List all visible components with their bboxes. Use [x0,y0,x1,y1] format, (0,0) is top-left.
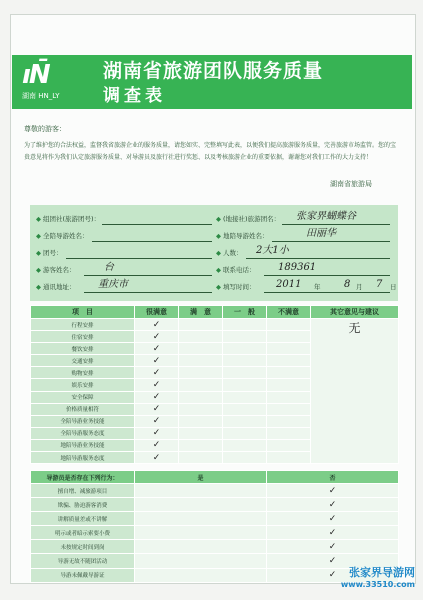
row-item: 娱乐安排 [31,379,135,391]
empty-cell[interactable] [267,343,311,355]
tourist-name-label: 游客姓名： [43,266,76,274]
phone-field[interactable]: ◆ 联系电话： 189361 [216,264,256,276]
row-item: 全陪导游服务态度 [31,427,135,439]
behavior-header-row [31,471,399,484]
guide-behavior-table [30,470,399,583]
checkmark[interactable]: ✓ [267,512,399,526]
empty-cell[interactable] [179,355,223,367]
row-item: 交通安排 [31,355,135,367]
row-item: 安全保障 [31,391,135,403]
empty-cell[interactable] [223,452,267,464]
col-behavior: 导游员是否存在下列行为： [31,471,135,484]
row-item: 导游未佩戴导游证 [31,568,135,582]
col-yes: 是 [135,471,267,484]
col-suggestions: 其它意见与建议 [311,306,399,319]
row-item: 地陪导游业务技能 [31,439,135,451]
empty-cell[interactable] [223,319,267,331]
year-value: 2011 [276,279,302,290]
fill-date-field[interactable]: ◆ 填写时间： 2011 年 8 月 7 日 [216,279,397,291]
checkmark[interactable]: ✓ [135,343,179,355]
col-item: 项 目 [31,306,135,319]
checkmark[interactable]: ✓ [267,526,399,540]
checkmark[interactable]: ✓ [135,439,179,451]
people-count-value: 2大1小 [256,245,289,256]
local-agency-label: (地接社)旅游团名： [223,215,281,223]
checkmark[interactable]: ✓ [135,427,179,439]
watermark-url: www.33510.com [340,580,415,589]
empty-cell[interactable] [135,554,267,568]
row-item: 购物安排 [31,367,135,379]
empty-cell[interactable] [179,319,223,331]
empty-cell[interactable] [267,427,311,439]
fill-date-label: 填写时间： [223,283,256,291]
row-item: 讲解质量差或不讲解 [31,512,135,526]
address-value: 重庆市 [98,279,128,290]
empty-cell[interactable] [135,498,267,512]
empty-cell[interactable] [179,439,223,451]
empty-cell[interactable] [267,415,311,427]
empty-cell[interactable] [179,331,223,343]
form-title: 湖南省旅游团队服务质量 [103,60,324,82]
row-item: 地陪导游服务态度 [31,452,135,464]
empty-cell[interactable] [267,391,311,403]
checkmark[interactable]: ✓ [135,355,179,367]
table-row [31,554,399,568]
month-value: 8 [344,279,351,290]
empty-cell[interactable] [223,391,267,403]
col-satisfied: 满 意 [179,306,223,319]
empty-cell[interactable] [223,343,267,355]
empty-cell[interactable] [135,484,267,498]
tourism-logo [22,62,94,106]
row-item: 餐饮安排 [31,343,135,355]
month-unit: 月 [356,283,363,291]
empty-cell[interactable] [267,439,311,451]
row-item: 明示或者暗示索要小费 [31,526,135,540]
empty-cell[interactable] [179,379,223,391]
checkmark[interactable]: ✓ [267,568,399,582]
local-guide-value: 田丽华 [306,228,336,239]
row-item: 全陪导游业务技能 [31,415,135,427]
phone-value: 189361 [278,262,317,273]
local-guide-label: 地陪导游姓名： [223,232,269,240]
people-count-field[interactable]: ◆ 人数： 2大1小 [216,247,243,259]
tourist-name-field[interactable]: ◆ 游客姓名： 台 [36,264,76,276]
empty-cell[interactable] [223,355,267,367]
empty-cell[interactable] [179,343,223,355]
phone-label: 联系电话： [223,266,256,274]
issuer: 湖南省旅游局 [330,180,372,188]
checkmark[interactable]: ✓ [135,379,179,391]
empty-cell[interactable] [223,439,267,451]
empty-cell[interactable] [179,367,223,379]
empty-cell[interactable] [267,379,311,391]
empty-cell[interactable] [135,540,267,554]
checkmark[interactable]: ✓ [135,319,179,331]
empty-cell[interactable] [179,391,223,403]
empty-cell[interactable] [223,403,267,415]
day-value: 7 [376,279,383,290]
empty-cell[interactable] [135,568,267,582]
info-section [30,205,398,301]
empty-cell[interactable] [179,427,223,439]
intro-paragraph: 为了维护您的合法权益，监督我省旅游企业的服务质量，请您如实、完整填写此表，以便我们提高旅游服务质量，完善旅游市场监管。您的宝贵意见将作为我们认定旅游服务质量、对导游员及旅行社进行奖惩、以及考核旅游企业的重要依据，谢谢您对我们工作的大力支持！ [24,142,397,161]
table-row [31,526,399,540]
local-agency-value: 张家界蝴蝶谷 [296,211,356,222]
logo-mark: ıN̄ [22,60,49,90]
empty-cell[interactable] [267,355,311,367]
group-agency-label: 组团社(旅游团号)： [43,215,101,223]
checkmark[interactable]: ✓ [135,391,179,403]
address-label: 通讯地址： [43,283,76,291]
national-guide-field[interactable]: ◆ 全陪导游姓名： [36,230,89,242]
empty-cell[interactable] [135,512,267,526]
row-item: 行程安排 [31,319,135,331]
col-very-satisfied: 很满意 [135,306,179,319]
table-row [31,319,399,331]
empty-cell[interactable] [267,367,311,379]
empty-cell[interactable] [223,367,267,379]
row-item: 擅自增、减旅游项目 [31,484,135,498]
row-item: 欺骗、胁迫游客消费 [31,498,135,512]
salutation: 尊敬的游客： [24,125,66,133]
empty-cell[interactable] [223,415,267,427]
people-count-label: 人数： [223,249,243,257]
empty-cell[interactable] [179,452,223,464]
empty-cell[interactable] [179,403,223,415]
checkmark[interactable]: ✓ [135,403,179,415]
empty-cell[interactable] [135,526,267,540]
table-row [31,498,399,512]
day-unit: 日 [390,283,397,291]
empty-cell[interactable] [267,319,311,331]
address-field[interactable]: ◆ 通讯地址： 重庆市 [36,281,76,293]
row-item: 住宿安排 [31,331,135,343]
checkmark[interactable]: ✓ [135,331,179,343]
empty-cell[interactable] [267,331,311,343]
table-row [31,512,399,526]
tourist-name-value: 台 [104,262,114,273]
group-number-field[interactable]: ◆ 团号： [36,247,63,259]
empty-cell[interactable] [223,331,267,343]
checkmark[interactable]: ✓ [267,484,399,498]
national-guide-label: 全陪导游姓名： [43,232,89,240]
empty-cell[interactable] [223,379,267,391]
form-subtitle: 调查表 [103,86,166,106]
checkmark[interactable]: ✓ [267,498,399,512]
local-agency-field[interactable]: ◆ (地接社)旅游团名： 张家界蝴蝶谷 [216,213,280,225]
suggestion-box[interactable]: 无 [311,319,399,464]
empty-cell[interactable] [223,427,267,439]
row-item: 价格质量相符 [31,403,135,415]
empty-cell[interactable] [267,403,311,415]
checkmark[interactable]: ✓ [135,367,179,379]
logo-text: 湖南 HN_LY [22,92,60,100]
table-row [31,540,399,554]
empty-cell[interactable] [267,452,311,464]
checkmark[interactable]: ✓ [267,540,399,554]
row-item: 导游无故不随团活动 [31,554,135,568]
local-guide-field[interactable]: ◆ 地陪导游姓名： 田丽华 [216,230,269,242]
empty-cell[interactable] [179,415,223,427]
satisfaction-header-row [31,306,399,319]
group-agency-field[interactable]: ◆ 组团社(旅游团号)： [36,213,100,225]
col-average: 一 般 [223,306,267,319]
col-unsatisfied: 不满意 [267,306,311,319]
checkmark[interactable]: ✓ [267,554,399,568]
row-item: 未按规定时间到岗 [31,540,135,554]
checkmark[interactable]: ✓ [135,452,179,464]
year-unit: 年 [314,283,321,291]
site-watermark [285,567,415,591]
satisfaction-table [30,305,399,464]
table-row [31,484,399,498]
watermark-text: 张家界导游网 [349,566,415,579]
col-no: 否 [267,471,399,484]
group-number-label: 团号： [43,249,63,257]
checkmark[interactable]: ✓ [135,415,179,427]
